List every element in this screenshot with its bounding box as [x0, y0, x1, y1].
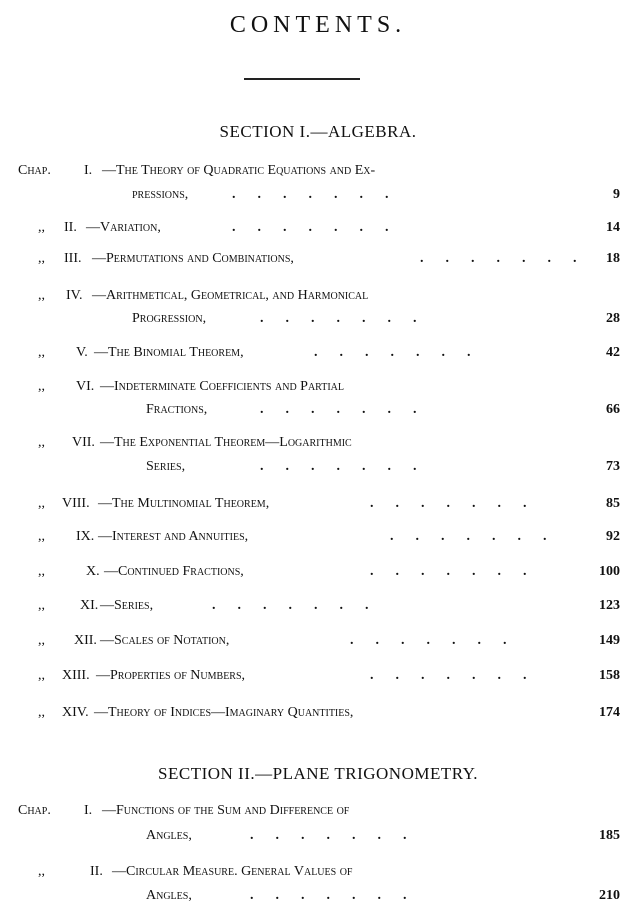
page-number: 18: [606, 251, 620, 266]
entry-title: —Arithmetical, Geometrical, and Harmonical: [92, 288, 369, 303]
page-number: 73: [606, 459, 620, 474]
ditto-mark: ,,: [38, 220, 45, 235]
ditto-mark: ,,: [38, 633, 45, 648]
dot-leader: .......: [314, 345, 493, 360]
ditto-mark: ,,: [38, 864, 45, 879]
page-number: 42: [606, 345, 620, 360]
entry-title-cont: Series,: [146, 459, 186, 474]
page-number: 92: [606, 529, 620, 544]
entry-num: IX.: [76, 529, 95, 544]
ditto-mark: ,,: [38, 288, 45, 303]
page-number: 100: [599, 564, 620, 579]
page-number: 210: [599, 888, 620, 903]
chap-label: Chap.: [18, 803, 51, 818]
entry-num: V.: [76, 345, 88, 360]
chap-label: Chap.: [18, 163, 51, 178]
entry-title: —Variation,: [86, 220, 161, 235]
page-number: 149: [599, 633, 620, 648]
entry-title: —The Theory of Quadratic Equations and Ex-: [102, 163, 376, 178]
entry-title: —The Binomial Theorem,: [94, 345, 244, 360]
section-heading-trigonometry: SECTION II.—PLANE TRIGONOMETRY.: [158, 764, 478, 783]
entry-title-cont: Fractions,: [146, 402, 208, 417]
entry-title: —Scales of Notation,: [100, 633, 230, 648]
ditto-mark: ,,: [38, 529, 45, 544]
ditto-mark: ,,: [38, 668, 45, 683]
title-rule: [244, 78, 360, 80]
page-number: 158: [599, 668, 620, 683]
entry-title: —Permutations and Combinations,: [92, 251, 294, 266]
entry-num: X.: [86, 564, 100, 579]
entry-title: —Theory of Indices—Imaginary Quantities,: [94, 705, 354, 720]
page-number: 85: [606, 496, 620, 511]
entry-title-cont: Angles,: [146, 828, 192, 843]
entry-title: —Functions of the Sum and Difference of: [102, 803, 350, 818]
dot-leader: .......: [250, 888, 429, 903]
dot-leader: .......: [370, 496, 549, 511]
ditto-mark: ,,: [38, 598, 45, 613]
dot-leader: .......: [370, 564, 549, 579]
entry-title: —Circular Measure. General Values of: [112, 864, 353, 879]
page-number: 123: [599, 598, 620, 613]
section-heading-algebra: SECTION I.—ALGEBRA.: [219, 122, 417, 141]
dot-leader: .......: [260, 402, 439, 417]
ditto-mark: ,,: [38, 379, 45, 394]
entry-num: II.: [64, 220, 77, 235]
entry-title: —Interest and Annuities,: [98, 529, 249, 544]
ditto-mark: ,,: [38, 345, 45, 360]
entry-title-cont: Angles,: [146, 888, 192, 903]
ditto-mark: ,,: [38, 251, 45, 266]
entry-title: —Continued Fractions,: [104, 564, 244, 579]
page-number: 28: [606, 311, 620, 326]
page-number: 66: [606, 402, 620, 417]
dot-leader: .......: [350, 633, 529, 648]
entry-title-cont: Progression,: [132, 311, 207, 326]
entry-title: —Properties of Numbers,: [96, 668, 246, 683]
entry-num: III.: [64, 251, 82, 266]
entry-title: —The Exponential Theorem—Logarithmic: [100, 435, 352, 450]
entry-num: IV.: [66, 288, 83, 303]
entry-num: XIII.: [62, 668, 90, 683]
entry-num: VIII.: [62, 496, 90, 511]
ditto-mark: ,,: [38, 435, 45, 450]
entry-title: —Indeterminate Coefficients and Partial: [100, 379, 345, 394]
ditto-mark: ,,: [38, 705, 45, 720]
page-number: 9: [613, 187, 620, 202]
dot-leader: .......: [250, 828, 429, 843]
page-number: 174: [599, 705, 620, 720]
page-number: 185: [599, 828, 620, 843]
page-number: 14: [606, 220, 620, 235]
dot-leader: .......: [260, 311, 439, 326]
dot-leader: .......: [212, 598, 391, 613]
dot-leader: .......: [420, 251, 599, 266]
entry-title: —Series,: [100, 598, 154, 613]
entry-num: I.: [84, 163, 93, 178]
ditto-mark: ,,: [38, 564, 45, 579]
entry-title-cont: pressions,: [132, 187, 189, 202]
entry-num: XI.: [80, 598, 99, 613]
entry-num: XII.: [74, 633, 97, 648]
entry-num: XIV.: [62, 705, 89, 720]
dot-leader: .......: [232, 220, 411, 235]
dot-leader: .......: [260, 459, 439, 474]
ditto-mark: ,,: [38, 496, 45, 511]
entry-title: —The Multinomial Theorem,: [98, 496, 270, 511]
dot-leader: .......: [370, 668, 549, 683]
entry-num: II.: [90, 864, 103, 879]
entry-num: VII.: [72, 435, 95, 450]
dot-leader: .......: [232, 187, 411, 202]
page-title: CONTENTS.: [229, 12, 407, 38]
dot-leader: .......: [390, 529, 569, 544]
entry-num: VI.: [76, 379, 95, 394]
entry-num: I.: [84, 803, 93, 818]
